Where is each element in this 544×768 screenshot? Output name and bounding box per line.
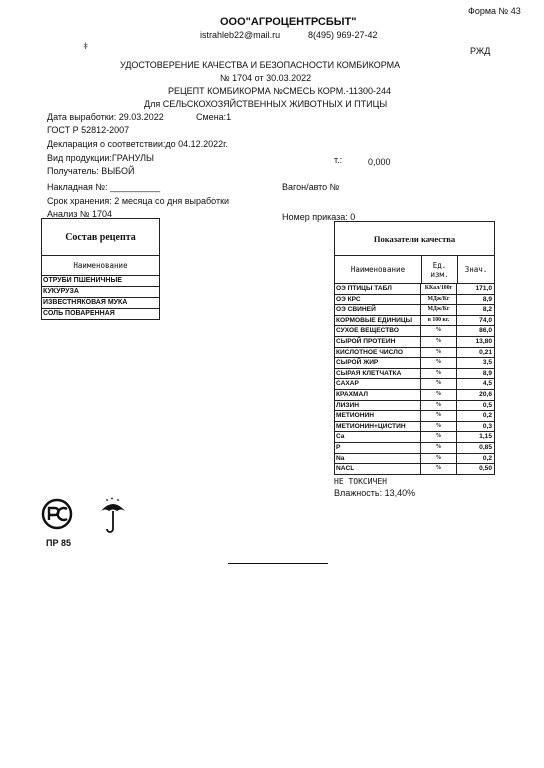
quality-row-unit: % — [421, 326, 457, 336]
quality-row — [335, 443, 494, 454]
quality-row-unit: % — [421, 411, 457, 421]
quality-row-unit: % — [421, 358, 457, 368]
quality-row-name: САХАР — [335, 379, 421, 389]
recipe-ingredient: КУКУРУЗА — [42, 287, 159, 298]
quality-row-name: ОЭ КРС — [335, 295, 421, 305]
gost-standard: ГОСТ Р 52812-2007 — [47, 125, 130, 135]
quality-row-unit: % — [421, 401, 457, 411]
quality-row — [335, 454, 494, 465]
margin-mark: ǂ — [83, 41, 89, 51]
form-number: Форма № 43 — [468, 6, 521, 16]
t-label: т.: — [334, 155, 343, 165]
quality-row-unit: ККал/100г — [421, 284, 457, 294]
order-number: Номер приказа: 0 — [282, 212, 356, 222]
recipe-table-column-name: Наименование — [42, 256, 159, 276]
quality-row — [335, 422, 494, 433]
quality-row-unit: % — [421, 337, 457, 347]
quality-row-value: 0,21 — [479, 348, 492, 356]
product-type: Вид продукции:ГРАНУЛЫ — [47, 153, 154, 163]
quality-row-unit: МДж/Кг — [421, 295, 457, 305]
quality-row-value: 0,2 — [482, 454, 492, 462]
rst-certification-mark-icon — [40, 497, 74, 536]
recipe-ingredient: СОЛЬ ПОВАРЕННАЯ — [43, 310, 115, 317]
quality-row-name: СЫРОЙ ПРОТЕИН — [335, 337, 421, 347]
quality-row — [335, 316, 494, 327]
quality-row-name: Ca — [335, 432, 421, 442]
quality-row-value: 8,2 — [482, 306, 492, 314]
pr-mark: ПР 85 — [46, 538, 71, 548]
quality-row — [335, 401, 494, 412]
t-value: 0,000 — [368, 157, 391, 167]
quality-row — [335, 337, 494, 348]
quality-row — [335, 411, 494, 422]
quality-row-value: 8,9 — [482, 295, 492, 303]
quality-row-unit: % — [421, 454, 457, 464]
quality-row-name: КИСЛОТНОЕ ЧИСЛО — [335, 348, 421, 358]
quality-table-header — [335, 256, 494, 284]
quality-row-unit: МДж/Кг — [421, 305, 457, 315]
quality-row-name: P — [335, 443, 421, 453]
quality-row-unit: % — [421, 369, 457, 379]
recipe-ingredient: ОТРУБИ ПШЕНИЧНЫЕ — [42, 276, 159, 287]
quality-row — [335, 358, 494, 369]
quality-row-unit: % — [421, 432, 457, 442]
purpose-line: Для СЕЛЬСКОХОЗЯЙСТВЕННЫХ ЖИВОТНЫХ И ПТИЦЫ — [144, 99, 388, 109]
quality-row-name: ОЭ ПТИЦЫ ТАБЛ — [335, 284, 421, 294]
quality-column-unit: Ед. изм. — [422, 256, 458, 283]
recipient: Получатель: ВЫБОЙ — [47, 166, 135, 176]
toxicity-status: НЕ ТОКСИЧЕН — [334, 477, 387, 486]
quality-indicators-table — [334, 221, 495, 475]
quality-row-name: МЕТИОНИН+ЦИСТИН — [335, 422, 421, 432]
quality-column-name: Наименование — [335, 256, 422, 283]
quality-row-unit: % — [421, 443, 457, 453]
certificate-title: УДОСТОВЕРЕНИЕ КАЧЕСТВА И БЕЗОПАСНОСТИ КОМБИКОРМА — [120, 60, 401, 70]
production-date: Дата выработки: 29.03.2022 — [47, 112, 164, 122]
email: istrahleb22@mail.ru — [200, 30, 281, 40]
recipe-line: РЕЦЕПТ КОМБИКОРМА №СМЕСЬ КОРМ.-11300-244 — [168, 86, 392, 96]
shelf-life: Срок хранения: 2 месяца со дня выработки — [47, 196, 230, 206]
shift: Смена:1 — [196, 112, 232, 122]
quality-row-value: 0,50 — [479, 465, 492, 473]
waybill-number: Накладная №: __________ — [47, 182, 161, 192]
quality-row-name: СУХОЕ ВЕЩЕСТВО — [335, 326, 421, 336]
quality-row — [335, 295, 494, 306]
recipe-ingredient: ИЗВЕСТНЯКОВАЯ МУКА — [42, 298, 159, 309]
quality-row-unit: % — [421, 464, 457, 474]
quality-row — [335, 305, 494, 316]
quality-row-value: 3,5 — [482, 359, 492, 367]
quality-row-unit: % — [421, 390, 457, 400]
recipe-table-title: Состав рецепта — [42, 219, 159, 256]
quality-row-value: 8,9 — [482, 369, 492, 377]
wagon-number: Вагон/авто № — [282, 182, 340, 192]
rzhd-label: РЖД — [470, 46, 491, 56]
declaration: Декларация о соответствии:до 04.12.2022г. — [47, 139, 228, 149]
quality-row — [335, 284, 494, 295]
quality-row-value: 13,80 — [475, 337, 492, 345]
quality-row — [335, 348, 494, 359]
quality-row-name: ОЭ СВИНЕЙ — [335, 305, 421, 315]
quality-row — [335, 369, 494, 380]
quality-row-unit: в 100 кг. — [421, 316, 457, 326]
quality-row — [335, 432, 494, 443]
quality-row-value: 74,0 — [479, 316, 492, 324]
quality-row — [335, 464, 494, 474]
quality-row-unit: % — [421, 379, 457, 389]
keep-dry-umbrella-icon — [98, 497, 128, 542]
moisture: Влажность: 13,40% — [334, 488, 416, 498]
quality-row-value: 86,0 — [479, 327, 492, 335]
quality-row-value: 0,3 — [482, 422, 492, 430]
quality-row-value: 0,5 — [482, 401, 492, 409]
quality-row-name: СЫРАЯ КЛЕТЧАТКА — [335, 369, 421, 379]
quality-row-value: 0,2 — [482, 412, 492, 420]
quality-row-name: NACL — [335, 464, 421, 474]
certificate-number: № 1704 от 30.03.2022 — [220, 73, 312, 83]
quality-row-unit: % — [421, 348, 457, 358]
quality-row-name: СЫРОЙ ЖИР — [335, 358, 421, 368]
quality-table-title: Показатели качества — [335, 222, 494, 256]
quality-row-name: МЕТИОНИН — [335, 411, 421, 421]
signature-line — [228, 563, 328, 564]
quality-row-value: 0,85 — [479, 443, 492, 451]
organization-name: ООО"АГРОЦЕНТРСБЫТ" — [220, 16, 357, 28]
quality-row-name: Na — [335, 454, 421, 464]
phone: 8(495) 969-27-42 — [308, 30, 378, 40]
analysis-number: Анализ № 1704 — [47, 209, 113, 219]
quality-row-value: 171,0 — [475, 285, 492, 292]
quality-row-value: 20,6 — [479, 390, 492, 398]
quality-row — [335, 326, 494, 337]
quality-row — [335, 379, 494, 390]
quality-row-unit: % — [421, 422, 457, 432]
recipe-composition-table — [41, 218, 160, 320]
quality-row-name: КОРМОВЫЕ ЕДИНИЦЫ — [335, 316, 421, 326]
quality-row-name: ЛИЗИН — [335, 401, 421, 411]
quality-row-value: 1,15 — [479, 433, 492, 441]
quality-column-value: Знач. — [464, 265, 488, 274]
quality-row-value: 4,5 — [482, 380, 492, 388]
quality-row — [335, 390, 494, 401]
quality-row-name: КРАХМАЛ — [335, 390, 421, 400]
